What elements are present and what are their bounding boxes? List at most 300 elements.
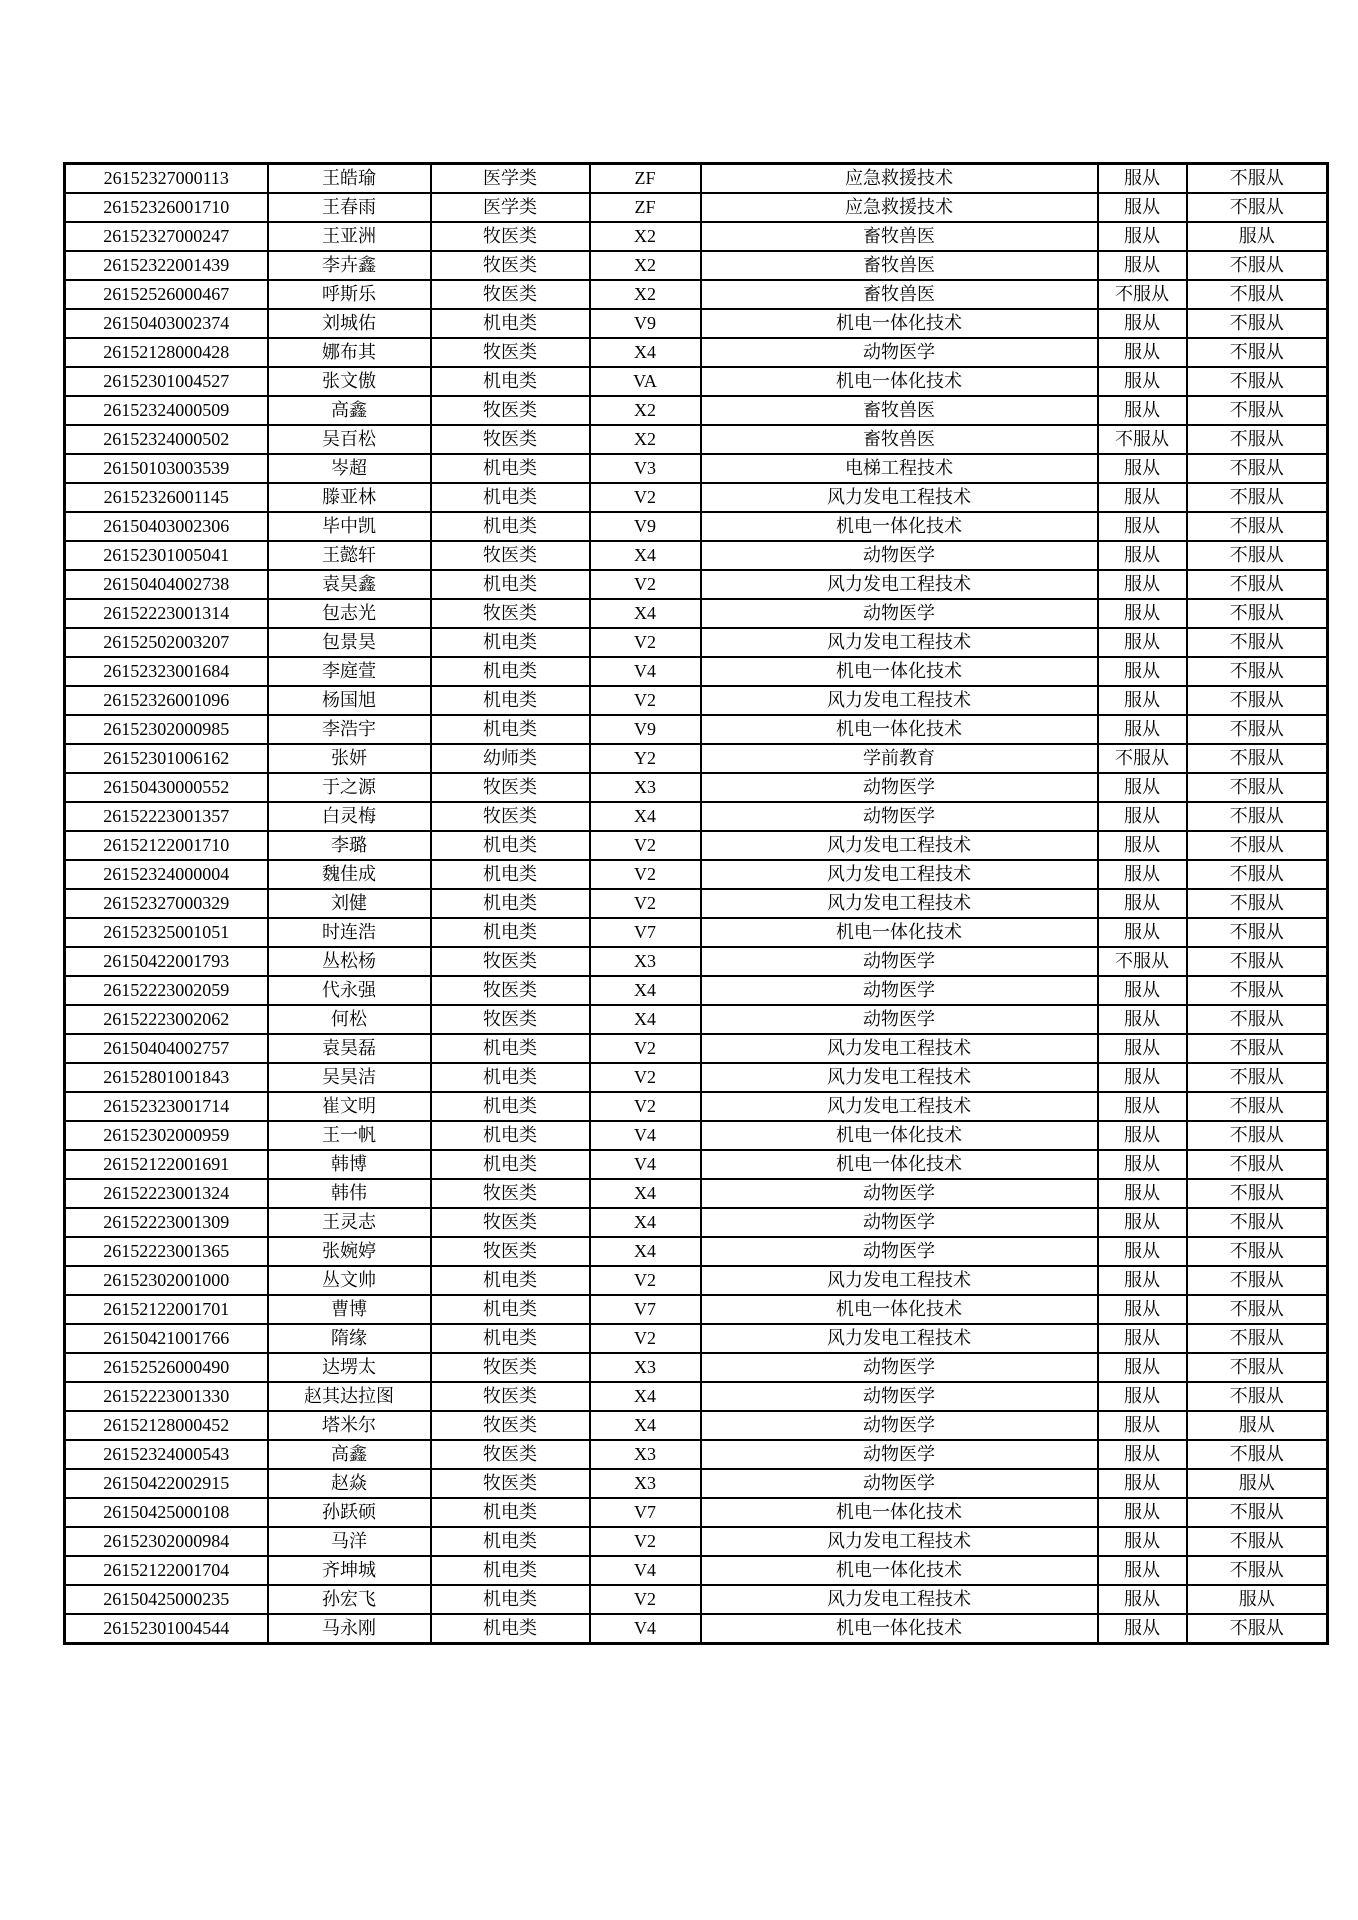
obey-choice-1-cell: 服从: [1098, 1382, 1187, 1411]
student-name-cell: 李浩宇: [268, 715, 431, 744]
obey-choice-1-cell: 服从: [1098, 367, 1187, 396]
major-name-cell: 畜牧兽医: [701, 222, 1098, 251]
obey-choice-2-cell: 不服从: [1187, 541, 1328, 570]
exam-id-cell: 26150404002738: [65, 570, 268, 599]
obey-choice-1-cell: 服从: [1098, 889, 1187, 918]
student-name-cell: 娜布其: [268, 338, 431, 367]
obey-choice-1-cell: 服从: [1098, 1556, 1187, 1585]
obey-choice-1-cell: 不服从: [1098, 947, 1187, 976]
major-name-cell: 机电一体化技术: [701, 1150, 1098, 1179]
obey-choice-2-cell: 不服从: [1187, 512, 1328, 541]
table-row: [65, 889, 1328, 918]
obey-choice-2-cell: 不服从: [1187, 570, 1328, 599]
exam-id-cell: 26152323001684: [65, 657, 268, 686]
major-code-cell: V2: [590, 860, 701, 889]
major-code-cell: V3: [590, 454, 701, 483]
category-cell: 机电类: [431, 628, 590, 657]
obey-choice-2-cell: 不服从: [1187, 1179, 1328, 1208]
category-cell: 牧医类: [431, 1382, 590, 1411]
table-row: [65, 1585, 1328, 1614]
obey-choice-2-cell: 不服从: [1187, 367, 1328, 396]
exam-id-cell: 26152122001701: [65, 1295, 268, 1324]
major-code-cell: V2: [590, 1266, 701, 1295]
exam-id-cell: 26152223001330: [65, 1382, 268, 1411]
major-name-cell: 机电一体化技术: [701, 367, 1098, 396]
student-name-cell: 丛松杨: [268, 947, 431, 976]
category-cell: 牧医类: [431, 1469, 590, 1498]
table-row: [65, 1382, 1328, 1411]
student-name-cell: 李卉鑫: [268, 251, 431, 280]
student-name-cell: 曹博: [268, 1295, 431, 1324]
category-cell: 机电类: [431, 686, 590, 715]
obey-choice-1-cell: 服从: [1098, 773, 1187, 802]
obey-choice-1-cell: 服从: [1098, 1498, 1187, 1527]
category-cell: 机电类: [431, 512, 590, 541]
category-cell: 机电类: [431, 367, 590, 396]
category-cell: 机电类: [431, 1063, 590, 1092]
exam-id-cell: 26150422001793: [65, 947, 268, 976]
obey-choice-2-cell: 不服从: [1187, 715, 1328, 744]
obey-choice-1-cell: 服从: [1098, 918, 1187, 947]
student-roster-table: [63, 162, 1329, 1645]
obey-choice-1-cell: 服从: [1098, 860, 1187, 889]
obey-choice-2-cell: 不服从: [1187, 657, 1328, 686]
obey-choice-2-cell: 不服从: [1187, 251, 1328, 280]
student-name-cell: 袁昊鑫: [268, 570, 431, 599]
obey-choice-1-cell: 服从: [1098, 193, 1187, 222]
table-row: [65, 831, 1328, 860]
obey-choice-2-cell: 不服从: [1187, 425, 1328, 454]
exam-id-cell: 26152223002062: [65, 1005, 268, 1034]
obey-choice-2-cell: 服从: [1187, 1469, 1328, 1498]
exam-id-cell: 26152301006162: [65, 744, 268, 773]
table-row: [65, 1150, 1328, 1179]
obey-choice-1-cell: 服从: [1098, 1324, 1187, 1353]
student-name-cell: 岑超: [268, 454, 431, 483]
obey-choice-1-cell: 服从: [1098, 1295, 1187, 1324]
category-cell: 机电类: [431, 483, 590, 512]
exam-id-cell: 26152128000428: [65, 338, 268, 367]
category-cell: 机电类: [431, 1324, 590, 1353]
obey-choice-1-cell: 不服从: [1098, 280, 1187, 309]
student-name-cell: 王春雨: [268, 193, 431, 222]
major-name-cell: 动物医学: [701, 1208, 1098, 1237]
category-cell: 医学类: [431, 193, 590, 222]
major-code-cell: VA: [590, 367, 701, 396]
obey-choice-1-cell: 服从: [1098, 570, 1187, 599]
exam-id-cell: 26152302001000: [65, 1266, 268, 1295]
table-row: [65, 483, 1328, 512]
major-name-cell: 动物医学: [701, 1353, 1098, 1382]
major-code-cell: V2: [590, 1063, 701, 1092]
student-name-cell: 塔米尔: [268, 1411, 431, 1440]
exam-id-cell: 26152502003207: [65, 628, 268, 657]
category-cell: 牧医类: [431, 1179, 590, 1208]
major-name-cell: 机电一体化技术: [701, 512, 1098, 541]
student-name-cell: 孙宏飞: [268, 1585, 431, 1614]
exam-id-cell: 26150403002306: [65, 512, 268, 541]
major-code-cell: X4: [590, 1005, 701, 1034]
major-code-cell: V2: [590, 1092, 701, 1121]
exam-id-cell: 26152223001357: [65, 802, 268, 831]
major-code-cell: ZF: [590, 164, 701, 194]
major-code-cell: X2: [590, 251, 701, 280]
major-name-cell: 畜牧兽医: [701, 396, 1098, 425]
obey-choice-2-cell: 不服从: [1187, 1498, 1328, 1527]
major-name-cell: 动物医学: [701, 541, 1098, 570]
student-name-cell: 毕中凯: [268, 512, 431, 541]
obey-choice-2-cell: 不服从: [1187, 396, 1328, 425]
major-code-cell: X4: [590, 599, 701, 628]
major-name-cell: 动物医学: [701, 802, 1098, 831]
obey-choice-1-cell: 服从: [1098, 1179, 1187, 1208]
major-code-cell: V2: [590, 628, 701, 657]
major-code-cell: V4: [590, 1150, 701, 1179]
major-code-cell: V2: [590, 483, 701, 512]
major-code-cell: V2: [590, 686, 701, 715]
table-row: [65, 280, 1328, 309]
obey-choice-1-cell: 服从: [1098, 1121, 1187, 1150]
exam-id-cell: 26152324000509: [65, 396, 268, 425]
obey-choice-1-cell: 服从: [1098, 1063, 1187, 1092]
major-code-cell: X3: [590, 1440, 701, 1469]
obey-choice-2-cell: 服从: [1187, 1585, 1328, 1614]
major-code-cell: X3: [590, 1469, 701, 1498]
category-cell: 机电类: [431, 1092, 590, 1121]
obey-choice-2-cell: 不服从: [1187, 1324, 1328, 1353]
category-cell: 牧医类: [431, 1005, 590, 1034]
student-name-cell: 王懿轩: [268, 541, 431, 570]
major-name-cell: 电梯工程技术: [701, 454, 1098, 483]
category-cell: 牧医类: [431, 773, 590, 802]
category-cell: 机电类: [431, 715, 590, 744]
student-name-cell: 何松: [268, 1005, 431, 1034]
major-name-cell: 动物医学: [701, 599, 1098, 628]
major-name-cell: 动物医学: [701, 1411, 1098, 1440]
category-cell: 机电类: [431, 570, 590, 599]
category-cell: 机电类: [431, 831, 590, 860]
table-row: [65, 1411, 1328, 1440]
major-name-cell: 风力发电工程技术: [701, 831, 1098, 860]
table-row: [65, 1324, 1328, 1353]
major-name-cell: 机电一体化技术: [701, 309, 1098, 338]
exam-id-cell: 26150103003539: [65, 454, 268, 483]
major-code-cell: X4: [590, 976, 701, 1005]
major-code-cell: X4: [590, 541, 701, 570]
obey-choice-1-cell: 服从: [1098, 686, 1187, 715]
exam-id-cell: 26152326001096: [65, 686, 268, 715]
obey-choice-1-cell: 服从: [1098, 628, 1187, 657]
obey-choice-1-cell: 服从: [1098, 715, 1187, 744]
exam-id-cell: 26152327000113: [65, 164, 268, 194]
category-cell: 牧医类: [431, 1237, 590, 1266]
table-row: [65, 860, 1328, 889]
student-name-cell: 王亚洲: [268, 222, 431, 251]
category-cell: 机电类: [431, 657, 590, 686]
exam-id-cell: 26150425000108: [65, 1498, 268, 1527]
obey-choice-2-cell: 服从: [1187, 222, 1328, 251]
obey-choice-2-cell: 不服从: [1187, 1063, 1328, 1092]
obey-choice-2-cell: 不服从: [1187, 1527, 1328, 1556]
table-row: [65, 164, 1328, 194]
major-code-cell: X2: [590, 396, 701, 425]
student-name-cell: 呼斯乐: [268, 280, 431, 309]
obey-choice-2-cell: 不服从: [1187, 1237, 1328, 1266]
major-name-cell: 风力发电工程技术: [701, 1585, 1098, 1614]
major-name-cell: 风力发电工程技术: [701, 889, 1098, 918]
obey-choice-2-cell: 不服从: [1187, 280, 1328, 309]
exam-id-cell: 26152324000543: [65, 1440, 268, 1469]
obey-choice-1-cell: 服从: [1098, 599, 1187, 628]
obey-choice-1-cell: 服从: [1098, 512, 1187, 541]
student-name-cell: 张婉婷: [268, 1237, 431, 1266]
obey-choice-1-cell: 服从: [1098, 164, 1187, 194]
student-name-cell: 马永刚: [268, 1614, 431, 1644]
student-name-cell: 代永强: [268, 976, 431, 1005]
table-row: [65, 773, 1328, 802]
exam-id-cell: 26150403002374: [65, 309, 268, 338]
major-code-cell: V4: [590, 1556, 701, 1585]
obey-choice-2-cell: 不服从: [1187, 1266, 1328, 1295]
major-code-cell: V2: [590, 1585, 701, 1614]
student-name-cell: 高鑫: [268, 396, 431, 425]
obey-choice-2-cell: 不服从: [1187, 338, 1328, 367]
major-code-cell: X4: [590, 338, 701, 367]
obey-choice-1-cell: 服从: [1098, 396, 1187, 425]
obey-choice-2-cell: 不服从: [1187, 1150, 1328, 1179]
exam-id-cell: 26152122001691: [65, 1150, 268, 1179]
obey-choice-1-cell: 服从: [1098, 1469, 1187, 1498]
major-name-cell: 动物医学: [701, 1382, 1098, 1411]
major-code-cell: V4: [590, 657, 701, 686]
exam-id-cell: 26152223001324: [65, 1179, 268, 1208]
category-cell: 机电类: [431, 309, 590, 338]
major-name-cell: 风力发电工程技术: [701, 1527, 1098, 1556]
category-cell: 牧医类: [431, 1411, 590, 1440]
obey-choice-2-cell: 不服从: [1187, 831, 1328, 860]
table-row: [65, 541, 1328, 570]
major-name-cell: 学前教育: [701, 744, 1098, 773]
student-name-cell: 李庭萱: [268, 657, 431, 686]
exam-id-cell: 26152223002059: [65, 976, 268, 1005]
major-name-cell: 机电一体化技术: [701, 1295, 1098, 1324]
obey-choice-1-cell: 服从: [1098, 483, 1187, 512]
obey-choice-1-cell: 服从: [1098, 831, 1187, 860]
table-row: [65, 1469, 1328, 1498]
exam-id-cell: 26152327000329: [65, 889, 268, 918]
category-cell: 机电类: [431, 1556, 590, 1585]
exam-id-cell: 26152223001365: [65, 1237, 268, 1266]
obey-choice-2-cell: 不服从: [1187, 860, 1328, 889]
obey-choice-2-cell: 不服从: [1187, 1382, 1328, 1411]
exam-id-cell: 26152801001843: [65, 1063, 268, 1092]
student-name-cell: 滕亚林: [268, 483, 431, 512]
obey-choice-1-cell: 服从: [1098, 1585, 1187, 1614]
obey-choice-2-cell: 不服从: [1187, 193, 1328, 222]
major-name-cell: 风力发电工程技术: [701, 1034, 1098, 1063]
major-code-cell: V4: [590, 1121, 701, 1150]
major-code-cell: V2: [590, 570, 701, 599]
student-name-cell: 刘健: [268, 889, 431, 918]
table-row: [65, 1614, 1328, 1644]
major-code-cell: ZF: [590, 193, 701, 222]
obey-choice-2-cell: 不服从: [1187, 1092, 1328, 1121]
student-name-cell: 隋缘: [268, 1324, 431, 1353]
exam-id-cell: 26152322001439: [65, 251, 268, 280]
student-name-cell: 赵其达拉图: [268, 1382, 431, 1411]
major-name-cell: 动物医学: [701, 1440, 1098, 1469]
category-cell: 幼师类: [431, 744, 590, 773]
exam-id-cell: 26152302000984: [65, 1527, 268, 1556]
major-code-cell: X4: [590, 1208, 701, 1237]
exam-id-cell: 26152302000985: [65, 715, 268, 744]
category-cell: 机电类: [431, 918, 590, 947]
table-row: [65, 1092, 1328, 1121]
category-cell: 牧医类: [431, 280, 590, 309]
obey-choice-1-cell: 服从: [1098, 1092, 1187, 1121]
exam-id-cell: 26152326001145: [65, 483, 268, 512]
major-code-cell: V2: [590, 1527, 701, 1556]
major-name-cell: 风力发电工程技术: [701, 483, 1098, 512]
student-name-cell: 杨国旭: [268, 686, 431, 715]
category-cell: 机电类: [431, 1266, 590, 1295]
student-name-cell: 王一帆: [268, 1121, 431, 1150]
obey-choice-2-cell: 不服从: [1187, 1034, 1328, 1063]
major-name-cell: 机电一体化技术: [701, 1556, 1098, 1585]
category-cell: 机电类: [431, 1121, 590, 1150]
obey-choice-1-cell: 服从: [1098, 1614, 1187, 1644]
table-row: [65, 657, 1328, 686]
exam-id-cell: 26152301004544: [65, 1614, 268, 1644]
table-row: [65, 251, 1328, 280]
obey-choice-1-cell: 服从: [1098, 1150, 1187, 1179]
obey-choice-2-cell: 不服从: [1187, 483, 1328, 512]
major-name-cell: 动物医学: [701, 947, 1098, 976]
obey-choice-1-cell: 服从: [1098, 251, 1187, 280]
major-name-cell: 畜牧兽医: [701, 280, 1098, 309]
exam-id-cell: 26152324000004: [65, 860, 268, 889]
student-name-cell: 王灵志: [268, 1208, 431, 1237]
table-row: [65, 686, 1328, 715]
table-row: [65, 1179, 1328, 1208]
exam-id-cell: 26152302000959: [65, 1121, 268, 1150]
student-name-cell: 韩伟: [268, 1179, 431, 1208]
student-name-cell: 孙跃硕: [268, 1498, 431, 1527]
student-name-cell: 韩博: [268, 1150, 431, 1179]
major-code-cell: X2: [590, 425, 701, 454]
category-cell: 机电类: [431, 1527, 590, 1556]
table-row: [65, 193, 1328, 222]
table-row: [65, 570, 1328, 599]
major-code-cell: V2: [590, 1034, 701, 1063]
major-code-cell: X3: [590, 773, 701, 802]
major-code-cell: X3: [590, 947, 701, 976]
obey-choice-1-cell: 服从: [1098, 1005, 1187, 1034]
category-cell: 牧医类: [431, 541, 590, 570]
table-row: [65, 1034, 1328, 1063]
student-name-cell: 白灵梅: [268, 802, 431, 831]
major-code-cell: V7: [590, 1498, 701, 1527]
student-name-cell: 包景昊: [268, 628, 431, 657]
exam-id-cell: 26152122001710: [65, 831, 268, 860]
obey-choice-1-cell: 服从: [1098, 1411, 1187, 1440]
major-code-cell: X4: [590, 1179, 701, 1208]
obey-choice-2-cell: 不服从: [1187, 1353, 1328, 1382]
major-name-cell: 机电一体化技术: [701, 918, 1098, 947]
category-cell: 医学类: [431, 164, 590, 194]
table-row: [65, 918, 1328, 947]
category-cell: 机电类: [431, 1295, 590, 1324]
student-name-cell: 达塄太: [268, 1353, 431, 1382]
obey-choice-2-cell: 不服从: [1187, 744, 1328, 773]
major-name-cell: 机电一体化技术: [701, 657, 1098, 686]
obey-choice-2-cell: 不服从: [1187, 1295, 1328, 1324]
table-row: [65, 1440, 1328, 1469]
table-row: [65, 512, 1328, 541]
obey-choice-2-cell: 不服从: [1187, 686, 1328, 715]
category-cell: 机电类: [431, 1614, 590, 1644]
major-name-cell: 畜牧兽医: [701, 251, 1098, 280]
obey-choice-1-cell: 服从: [1098, 1440, 1187, 1469]
major-name-cell: 风力发电工程技术: [701, 1266, 1098, 1295]
obey-choice-2-cell: 不服从: [1187, 1208, 1328, 1237]
obey-choice-2-cell: 不服从: [1187, 1121, 1328, 1150]
obey-choice-1-cell: 服从: [1098, 1527, 1187, 1556]
category-cell: 牧医类: [431, 396, 590, 425]
major-name-cell: 风力发电工程技术: [701, 628, 1098, 657]
obey-choice-1-cell: 服从: [1098, 1034, 1187, 1063]
category-cell: 机电类: [431, 1034, 590, 1063]
obey-choice-2-cell: 不服从: [1187, 773, 1328, 802]
table-row: [65, 628, 1328, 657]
obey-choice-1-cell: 服从: [1098, 1208, 1187, 1237]
student-name-cell: 丛文帅: [268, 1266, 431, 1295]
table-row: [65, 396, 1328, 425]
obey-choice-2-cell: 不服从: [1187, 976, 1328, 1005]
student-name-cell: 张文傲: [268, 367, 431, 396]
obey-choice-1-cell: 服从: [1098, 976, 1187, 1005]
obey-choice-1-cell: 服从: [1098, 802, 1187, 831]
exam-id-cell: 26152122001704: [65, 1556, 268, 1585]
obey-choice-2-cell: 服从: [1187, 1411, 1328, 1440]
table-row: [65, 454, 1328, 483]
table-row: [65, 338, 1328, 367]
major-name-cell: 风力发电工程技术: [701, 570, 1098, 599]
obey-choice-1-cell: 不服从: [1098, 425, 1187, 454]
exam-id-cell: 26150425000235: [65, 1585, 268, 1614]
major-code-cell: X4: [590, 802, 701, 831]
category-cell: 机电类: [431, 889, 590, 918]
major-name-cell: 风力发电工程技术: [701, 860, 1098, 889]
table-row: [65, 1353, 1328, 1382]
obey-choice-1-cell: 服从: [1098, 657, 1187, 686]
table-row: [65, 222, 1328, 251]
major-name-cell: 风力发电工程技术: [701, 1063, 1098, 1092]
obey-choice-2-cell: 不服从: [1187, 599, 1328, 628]
student-name-cell: 崔文明: [268, 1092, 431, 1121]
major-name-cell: 机电一体化技术: [701, 1614, 1098, 1644]
obey-choice-1-cell: 服从: [1098, 1266, 1187, 1295]
student-name-cell: 魏佳成: [268, 860, 431, 889]
obey-choice-2-cell: 不服从: [1187, 1005, 1328, 1034]
table-row: [65, 367, 1328, 396]
major-code-cell: V2: [590, 1324, 701, 1353]
major-code-cell: V4: [590, 1614, 701, 1644]
table-row: [65, 947, 1328, 976]
student-name-cell: 齐坤城: [268, 1556, 431, 1585]
obey-choice-2-cell: 不服从: [1187, 802, 1328, 831]
table-row: [65, 1237, 1328, 1266]
